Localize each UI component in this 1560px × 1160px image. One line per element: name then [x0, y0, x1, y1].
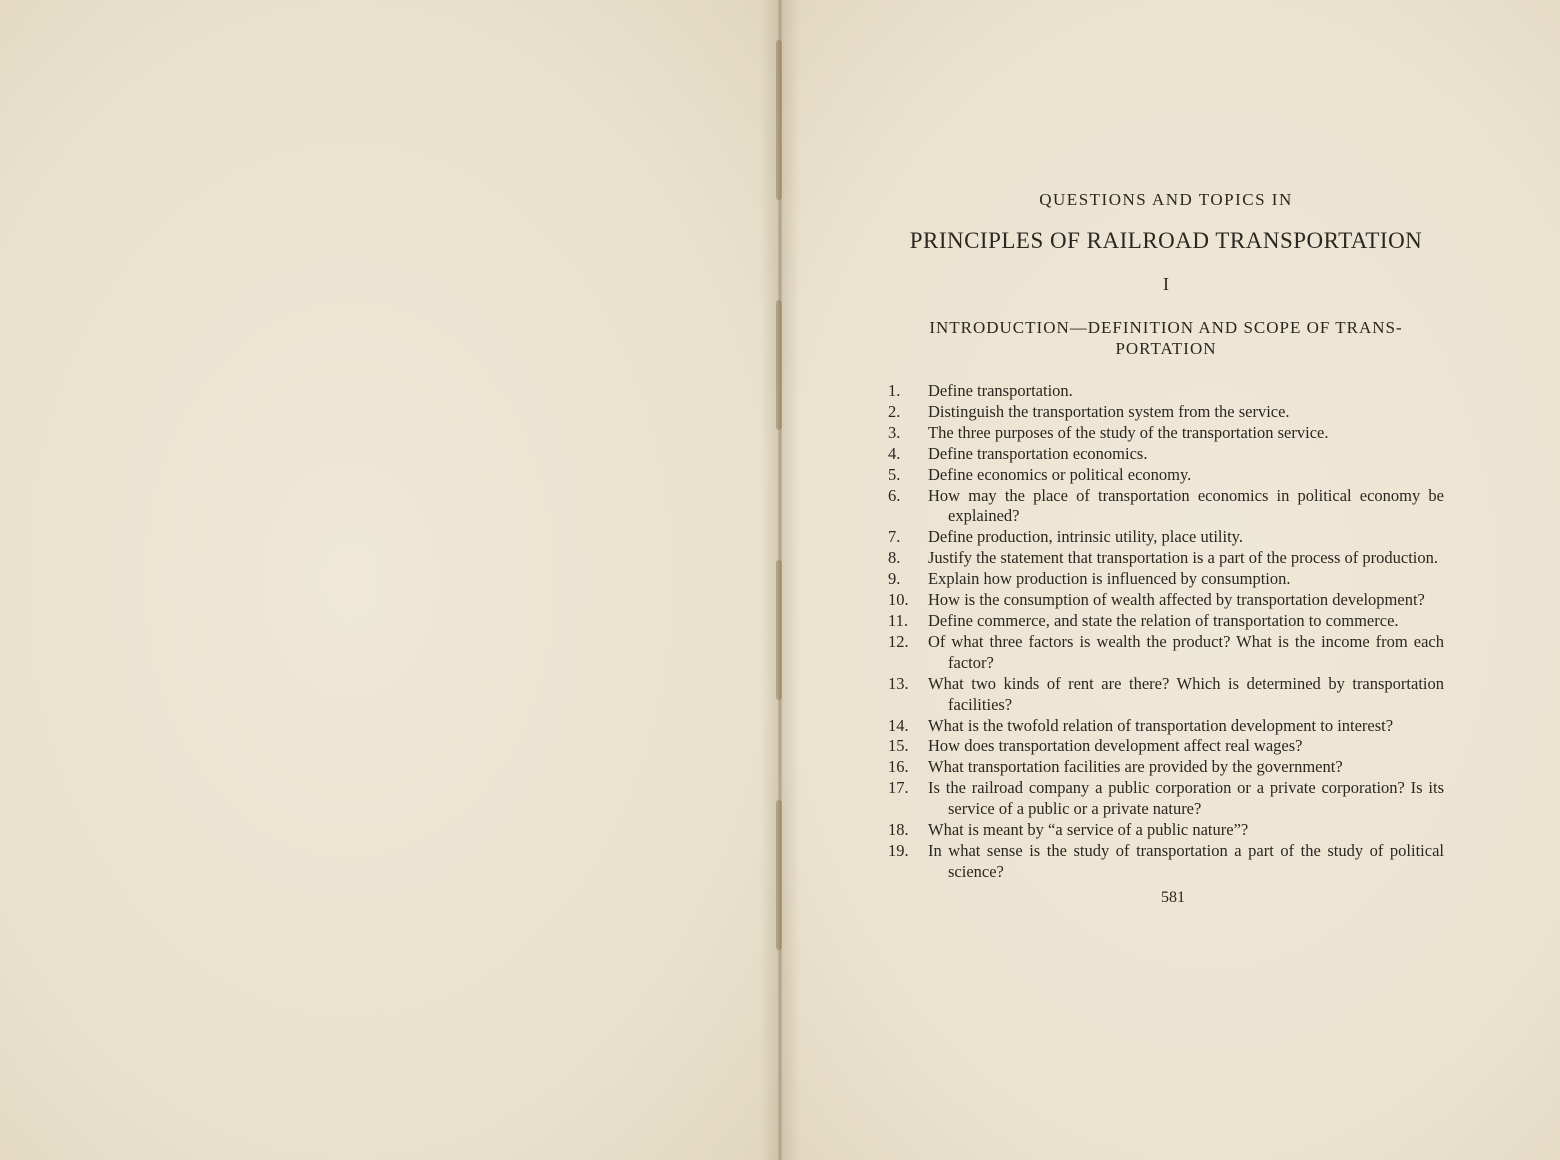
chapter-title-line: INTRODUCTION—DEFINITION AND SCOPE OF TRANS-	[929, 318, 1403, 337]
question-number: 3.	[888, 422, 901, 442]
question-number: 19.	[888, 840, 909, 860]
binding-stitch	[776, 300, 782, 430]
binding-stitch	[776, 560, 782, 700]
list-item	[888, 465, 1444, 486]
question-number: 8.	[888, 548, 901, 568]
list-item	[888, 778, 1444, 820]
question-text: What two kinds of rent are there? Which is determined by transportation facilities?	[928, 673, 1444, 714]
question-text: Explain how production is influenced by consumption.	[928, 569, 1291, 589]
list-item	[888, 841, 1444, 883]
chapter-title	[888, 317, 1444, 359]
question-number: 10.	[888, 590, 909, 610]
question-text: Justify the statement that transportation is a part of the process of production.	[928, 548, 1439, 568]
list-item	[888, 716, 1444, 737]
chapter-numeral: I	[1163, 274, 1169, 294]
question-number: 13.	[888, 673, 909, 693]
chapter-title-line: PORTATION	[1115, 339, 1217, 358]
list-item	[888, 674, 1444, 716]
question-text: How may the place of transportation economics in political economy be explained?	[928, 485, 1444, 526]
list-item	[888, 611, 1444, 632]
question-number: 12.	[888, 631, 909, 651]
question-number: 16.	[888, 757, 909, 777]
list-item	[888, 548, 1444, 569]
question-number: 7.	[888, 527, 901, 547]
question-number: 6.	[888, 485, 901, 505]
list-item	[888, 757, 1444, 778]
list-item	[888, 486, 1444, 528]
page-content	[888, 190, 1444, 907]
list-item	[888, 569, 1444, 590]
question-text: What transportation facilities are provided by the government?	[928, 757, 1343, 777]
list-item	[888, 402, 1444, 423]
list-item	[888, 590, 1444, 611]
question-number: 9.	[888, 569, 901, 589]
list-item	[888, 632, 1444, 674]
book-title: PRINCIPLES OF RAILROAD TRANSPORTATION	[909, 228, 1423, 253]
question-text: Define economics or political economy.	[928, 464, 1192, 484]
left-page-blank	[0, 0, 778, 1160]
question-text: What is meant by “a service of a public nature”?	[928, 820, 1249, 840]
question-text: Define transportation.	[928, 381, 1073, 400]
binding-stitch	[776, 800, 782, 950]
list-item	[888, 820, 1444, 841]
list-item	[888, 444, 1444, 465]
question-list	[888, 381, 1444, 883]
question-text: Define transportation economics.	[928, 443, 1148, 463]
question-number: 4.	[888, 443, 901, 463]
question-number: 11.	[888, 610, 909, 630]
question-number: 14.	[888, 715, 909, 735]
question-number: 5.	[888, 464, 901, 484]
question-text: How is the consumption of wealth affected by transportation development?	[928, 590, 1425, 610]
question-number: 2.	[888, 401, 901, 421]
question-text: Of what three factors is wealth the product? What is the income from each factor?	[928, 631, 1444, 672]
question-text: What is the twofold relation of transportation development to interest?	[928, 715, 1394, 735]
question-number: 1.	[888, 381, 901, 400]
page-number: 581	[1161, 888, 1185, 906]
question-text: Define production, intrinsic utility, place utility.	[928, 527, 1243, 547]
question-text: How does transportation development affect real wages?	[928, 736, 1303, 756]
question-number: 17.	[888, 778, 909, 798]
binding-stitch	[776, 40, 782, 200]
list-item	[888, 423, 1444, 444]
series-heading: QUESTIONS AND TOPICS IN	[1039, 190, 1293, 209]
question-text: Define commerce, and state the relation of transportation to commerce.	[928, 610, 1399, 630]
list-item	[888, 736, 1444, 757]
question-text: Is the railroad company a public corporation or a private corporation? Is its service of a public or a private nature?	[928, 778, 1444, 819]
list-item	[888, 381, 1444, 402]
question-number: 15.	[888, 736, 909, 756]
question-text: In what sense is the study of transportation a part of the study of political science?	[928, 840, 1444, 881]
list-item	[888, 527, 1444, 548]
question-number: 18.	[888, 820, 909, 840]
question-text: The three purposes of the study of the transportation service.	[928, 422, 1329, 442]
question-text: Distinguish the transportation system from the service.	[928, 401, 1290, 421]
